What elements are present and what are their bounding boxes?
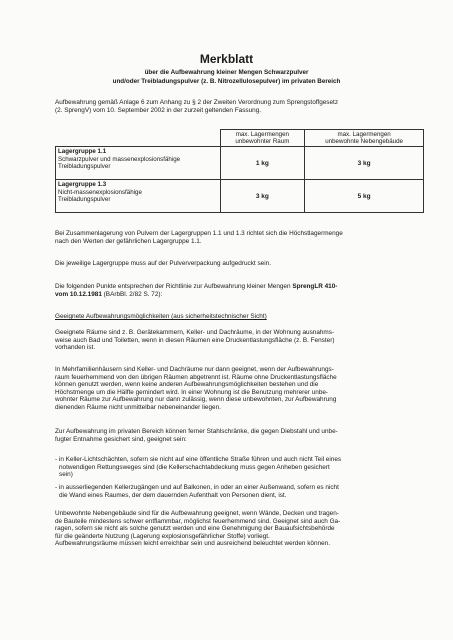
paragraph-line: weise auch Bad und Toiletten, wenn in diesen Räumen eine Druckentlastungsfläche (z. B. Fenster) (55, 336, 335, 344)
paragraph-mehrfamilienhaeuser (55, 366, 337, 412)
header-line: max. Lagermengen (337, 131, 391, 138)
paragraph-line: Höchstmenge um die Hälfte gemindert wird. In einer Wohnung ist die Benutzung mehrerer unbe- (55, 388, 329, 396)
paragraph-line: Geeignete Räume sind z. B. Gerätekammern, Keller- und Dachräume, in der Wohnung ausnahms- (55, 329, 335, 336)
paragraph-line: ragen, sofern sie nicht als solche genutzt werden und eine Genehmigung der Bauaufsichtsbehörde (55, 525, 335, 533)
table-header-unbewohnter-raum (220, 130, 305, 147)
table-cell-value: 1 kg (220, 147, 305, 180)
paragraph-line: de Bauteile mindestens schwer entflammbar, möglichst feuerhemmend sind. Geeignet sind auch Ga- (55, 517, 341, 525)
paragraph-line: wohnter Räume zur Aufbewahrung nur dann zulässig, wenn diese unbewohnten, zur Aufbewahrung (55, 396, 337, 404)
header-line: unbewohnte Nebengebäude (325, 138, 403, 146)
table-cell-value: 3 kg (220, 180, 305, 213)
document-subtitle-line-2: und/oder Treibladungspulver (z. B. Nitrozellulosepulver) im privaten Bereich (112, 78, 341, 85)
paragraph-line: für die geänderte Nutzung (Lagerung explosionsgefährlicher Stoffe) vorliegt. (55, 532, 270, 540)
list-item (55, 484, 339, 499)
paragraph-line: Aufbewahrungsräume müssen leicht erreichbar sein und ausreichend beleuchtet werden können. (55, 540, 330, 548)
paragraph-stahlschraenke (55, 428, 338, 443)
table-cell-value: 5 kg (305, 180, 424, 213)
paragraph-line: dienenden Räume nicht unmittelbar nebeneinander liegen. (55, 403, 221, 411)
paragraph-line: Zur Aufbewahrung im privaten Bereich können ferner Stahlschränke, die gegen Diebstahl und unbe- (55, 428, 338, 435)
table-empty-corner (56, 130, 221, 147)
table-header-nebengebaeude (305, 130, 424, 147)
table-row-label (56, 147, 221, 180)
table-row-label (56, 180, 221, 213)
paragraph-richtlinie (55, 283, 337, 298)
list-line: notwendigen Rettungsweges sind (die Kellerschachtabdeckung muss gegen Anheben gesichert (59, 463, 330, 471)
paragraph-nebengebaeude (55, 510, 340, 548)
paragraph-line: Unbewohnte Nebengebäude sind für die Aufbewahrung geeignet, wenn Wände, Decken und tragen- (55, 510, 339, 517)
richtlinie-code: SprengLR 410- (292, 283, 338, 290)
list-line: die Wand eines Raumes, der dem dauernden Aufenthalt von Personen dient, ist. (59, 491, 287, 499)
document-subtitle-line-1: über die Aufbewahrung kleiner Mengen Schwarzpulver (144, 69, 309, 76)
richtlinie-date: vom 10.12.1981 (55, 290, 102, 298)
table-cell-value: 3 kg (305, 147, 424, 180)
paragraph-line: In Mehrfamilienhäusern sind Keller- und Dachräume nur dann geeignet, wenn der Aufbewahrungs- (55, 366, 334, 373)
list-item (55, 456, 341, 479)
paragraph-line: vorhanden ist. (55, 344, 96, 352)
document-title: Merkblatt (199, 52, 254, 66)
paragraph-line: fugter Entnahme gesichert sind, geeignet sein: (55, 435, 187, 443)
paragraph-line (55, 283, 337, 291)
list-line: - in Keller-Lichtschächten, sofern sie nicht auf eine öffentliche Straße führen und auch nicht Teil eines (55, 456, 342, 463)
section-heading-geeignet: Geeignete Aufbewahrungsmöglichkeiten (aus sicherheitstechnischer Sicht) (55, 313, 267, 320)
header-line: unbewohnter Raum (235, 138, 290, 146)
intro-line: Aufbewahrung gemäß Anlage 6 zum Anhang zu § 2 der Zweiten Verordnung zum Sprengstoffgesetz (55, 99, 339, 106)
lagergruppe-label: Lagergruppe 1.3 (58, 181, 107, 189)
paragraph-lagergruppe: Die jeweilige Lagergruppe muss auf der Pulververpackung aufgedruckt sein. (55, 260, 271, 267)
paragraph-line: können genutzt werden, wenn keine anderen Aufbewahrungsmöglichkeiten bestehen und die (55, 381, 319, 389)
lagergruppe-desc: Nicht-massenexplosionsfähige (58, 188, 142, 196)
richtlinie-text: Die folgenden Punkte entsprechen der Richtlinie zur Aufbewahrung kleiner Mengen (55, 283, 293, 290)
paragraph-line (55, 291, 337, 299)
table-row (56, 180, 424, 213)
table-header-row (56, 130, 424, 147)
paragraph-line: nach den Werten der gefährlichen Lagergruppe 1.1. (55, 237, 202, 245)
storage-limits-table (55, 129, 424, 213)
lagergruppe-desc: Treibladungspulver (58, 195, 111, 203)
paragraph-zusammenlagerung (55, 230, 343, 245)
list-line: sein) (59, 471, 73, 479)
lagergruppe-label: Lagergruppe 1.1 (58, 148, 107, 156)
paragraph-line: Bei Zusammenlagerung von Pulvern der Lagergruppen 1.1 und 1.3 richtet sich die Höchstlagermenge (55, 230, 343, 237)
header-line: max. Lagermengen (235, 131, 290, 138)
richtlinie-source: (BArbBl. 2/82 S. 72): (101, 290, 163, 298)
intro-line: (2. SprengV) vom 10. September 2002 in der zurzeit geltenden Fassung. (55, 106, 262, 114)
table-row (56, 147, 424, 180)
paragraph-geeignete-raeume (55, 329, 334, 352)
paragraph-line: raum feuerhemmend von den übrigen Räumen abgetrennt ist. Räume ohne Druckentlastungsfläche (55, 373, 337, 381)
intro-paragraph (55, 99, 338, 114)
list-line: - in ausserliegenden Kellerzugängen und auf Balkonen, in oder an einer Außenwand, sofern es nicht (55, 484, 339, 491)
lagergruppe-desc: Schwarzpulver und massenexplosionsfähige (58, 155, 181, 163)
lagergruppe-desc: Treibladungspulver (58, 162, 111, 170)
